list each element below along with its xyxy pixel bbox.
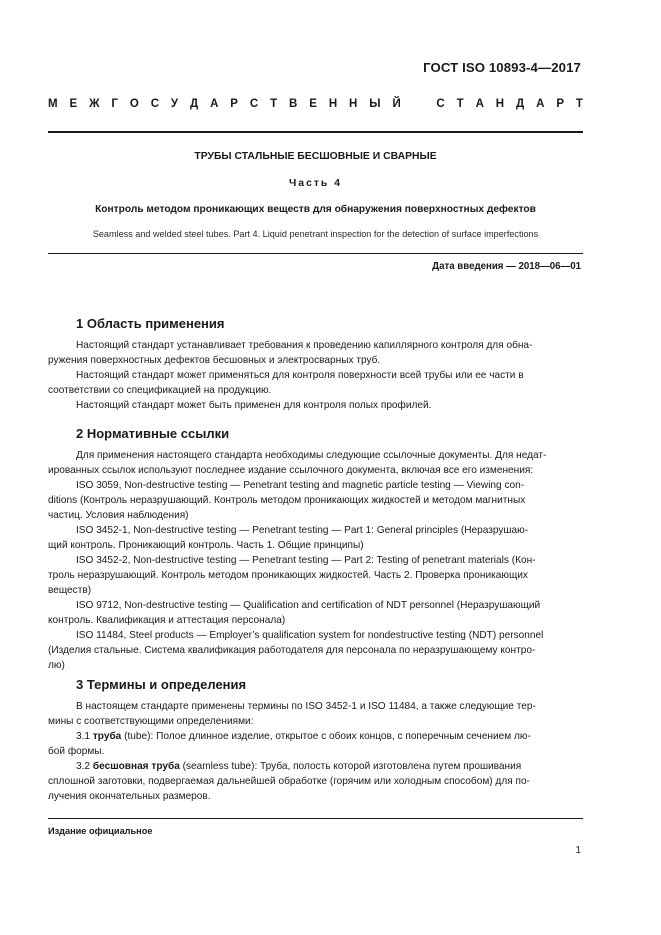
- text-line: Для применения настоящего стандарта необходимы следующие ссылочные документы. Для недат-: [76, 450, 547, 461]
- text-line: троль неразрушающий. Контроль методом проникающих жидкостей. Часть 2. Проверка проникающих: [48, 570, 528, 581]
- term-number: 3.2: [76, 761, 91, 772]
- header-divider: [48, 131, 583, 133]
- banner-letter: А: [210, 98, 219, 110]
- term-3-2: [48, 759, 583, 774]
- text-line: щий контроль. Проникающий контроль. Часть 1. Общие принципы): [48, 540, 364, 551]
- banner-letter: О: [129, 98, 139, 110]
- page-number: 1: [575, 845, 581, 856]
- term-name: бесшовная труба: [92, 761, 180, 772]
- banner-letter: Т: [575, 98, 583, 110]
- reference-line: ISO 11484, Steel products — Employer’s qualification system for nondestructive testing (NDT) personnel: [76, 630, 544, 641]
- banner-letter: Н: [349, 98, 358, 110]
- text-line: Настоящий стандарт устанавливает требования к проведению капиллярного контроля для обна-: [76, 340, 533, 351]
- standard-subtitle: Контроль методом проникающих веществ для обнаружения поверхностных дефектов: [95, 204, 536, 215]
- banner-letter: Р: [230, 98, 238, 110]
- section-1-heading: 1 Область применения: [76, 316, 225, 331]
- banner-letter: М: [48, 98, 58, 110]
- term-definition: (seamless tube): Труба, полость которой изготовлена путем прошивания: [182, 761, 522, 772]
- banner-letter: А: [475, 98, 484, 110]
- banner-letter: Т: [456, 98, 464, 110]
- banner-letter: Й: [392, 98, 401, 110]
- text-line: частиц. Условия наблюдения): [48, 510, 189, 521]
- reference-line: ISO 3452-1, Non-destructive testing — Penetrant testing — Part 1: General principles (Неразрушаю-: [76, 525, 529, 536]
- reference-line: ISO 9712, Non-destructive testing — Qualification and certification of NDT personnel (Неразрушающий: [76, 600, 541, 611]
- reference-line: ISO 3452-2, Non-destructive testing — Penetrant testing — Part 2: Testing of penetrant materials (Кон-: [76, 555, 536, 566]
- banner-letter: Е: [309, 98, 317, 110]
- banner-letter: С: [436, 98, 445, 110]
- banner-letter: У: [170, 98, 179, 110]
- text-line: ружения поверхностных дефектов бесшовных и электросварных труб.: [48, 355, 381, 366]
- text-line: ditions (Контроль неразрушающий. Контроль методом проникающих жидкостей и методом магнитных: [48, 495, 526, 506]
- english-title: Seamless and welded steel tubes. Part 4. Liquid penetrant inspection for the detection of surface imperfections: [92, 229, 539, 239]
- text-line: соответствии со спецификацией на продукцию.: [48, 385, 272, 396]
- standard-title: ТРУБЫ СТАЛЬНЫЕ БЕСШОВНЫЕ И СВАРНЫЕ: [194, 151, 437, 162]
- banner-letter: Ы: [369, 98, 381, 110]
- text-line: В настоящем стандарте применены термины по ISO 3452-1 и ISO 11484, а также следующие тер-: [76, 701, 536, 712]
- document-code: ГОСТ ISO 10893-4—2017: [423, 60, 581, 75]
- term-name: труба: [92, 731, 122, 742]
- banner-letter: Е: [69, 98, 78, 110]
- banner-letter: С: [249, 98, 259, 110]
- banner-letter: Ж: [89, 98, 100, 110]
- footer-divider: [48, 818, 583, 819]
- text-line: контроль. Квалификация и аттестация персонала): [48, 615, 286, 626]
- text-line: Настоящий стандарт может быть применен для контроля полых профилей.: [76, 400, 432, 411]
- term-3-1: [48, 729, 583, 744]
- banner-letter: Г: [111, 98, 118, 110]
- banner-letter: Д: [516, 98, 525, 110]
- term-number: 3.1: [76, 731, 91, 742]
- reference-line: ISO 3059, Non-destructive testing — Penetrant testing and magnetic particle testing — Viewing con-: [76, 480, 525, 491]
- text-line: сплошной заготовки, подвергаемая дальнейшей обработке (горячим или холодным способом) для по-: [48, 776, 530, 787]
- text-line: мины с соответствующими определениями:: [48, 716, 254, 727]
- text-line: лучения окончательных размеров.: [48, 791, 211, 802]
- text-line: Настоящий стандарт может применяться для контроля поверхности всей трубы или ее части в: [76, 370, 524, 381]
- banner-letter: А: [536, 98, 545, 110]
- text-line: веществ): [48, 585, 92, 596]
- interstate-standard-banner: [48, 98, 583, 110]
- section-3-heading: 3 Термины и определения: [76, 677, 247, 692]
- section-3-body: [48, 699, 583, 804]
- banner-letter: Н: [495, 98, 505, 110]
- text-line: бой формы.: [48, 746, 105, 757]
- text-line: ированных ссылок используют последнее издание ссылочного документа, включая все его изменения:: [48, 465, 534, 476]
- part-label: Часть 4: [288, 178, 342, 189]
- introduction-date: Дата введения — 2018—06—01: [432, 261, 581, 272]
- term-definition: (tube): Полое длинное изделие, открытое с обоих концов, с поперечным сечением лю-: [124, 731, 531, 742]
- banner-letter: Р: [556, 98, 565, 110]
- banner-letter: В: [289, 98, 298, 110]
- banner-letter: Т: [270, 98, 278, 110]
- banner-letter: Н: [328, 98, 338, 110]
- title-divider: [48, 253, 583, 254]
- section-2-heading: 2 Нормативные ссылки: [76, 426, 230, 441]
- banner-letter: Д: [189, 98, 199, 110]
- text-line: лю): [48, 660, 65, 671]
- official-edition-label: Издание официальное: [48, 826, 153, 836]
- section-1-body: [48, 338, 583, 413]
- text-line: (Изделия стальные. Система квалификация работодателя для персонала по неразрушающему контро-: [48, 645, 536, 656]
- section-2-body: [48, 448, 583, 673]
- banner-letter: С: [150, 98, 159, 110]
